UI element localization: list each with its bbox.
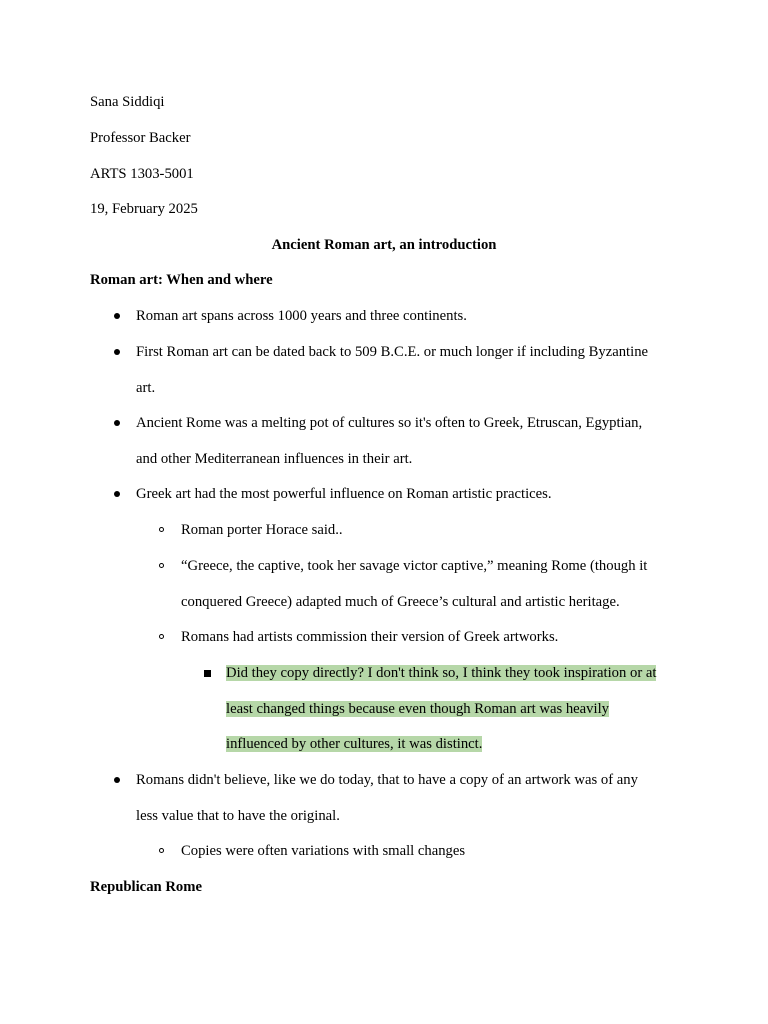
bullet-circle-icon <box>159 563 164 568</box>
list-item-continuation: and other Mediterranean influences in their art. <box>136 451 413 467</box>
bullet-disc-icon <box>114 491 120 497</box>
course-code: ARTS 1303-5001 <box>90 166 194 182</box>
bullet-disc-icon <box>114 313 120 319</box>
document-title: Ancient Roman art, an introduction <box>271 237 497 253</box>
document-date: 19, February 2025 <box>90 201 198 217</box>
sub-list-item: Romans had artists commission their version of Greek artworks. <box>181 629 559 645</box>
highlighted-note-continuation <box>226 699 609 719</box>
bullet-disc-icon <box>114 349 120 355</box>
bullet-circle-icon <box>159 848 164 853</box>
highlighted-note-continuation <box>226 734 482 754</box>
sub-list-item: Copies were often variations with small changes <box>181 843 466 859</box>
professor-name: Professor Backer <box>90 130 191 146</box>
list-item-continuation: art. <box>136 380 156 396</box>
bullet-circle-icon <box>159 527 164 532</box>
highlighted-text: influenced by other cultures, it was distinct. <box>226 736 483 752</box>
bullet-disc-icon <box>114 420 120 426</box>
highlighted-note <box>226 663 656 683</box>
list-item: Greek art had the most powerful influence on Roman artistic practices. <box>136 486 552 502</box>
list-item: Romans didn't believe, like we do today, that to have a copy of an artwork was of any <box>136 772 638 788</box>
section-heading: Roman art: When and where <box>90 272 273 288</box>
section-heading: Republican Rome <box>90 879 202 895</box>
highlighted-text: Did they copy directly? I don't think so, I think they took inspiration or at <box>226 665 657 681</box>
list-item: Roman art spans across 1000 years and three continents. <box>136 308 467 324</box>
sub-list-item: “Greece, the captive, took her savage victor captive,” meaning Rome (though it <box>181 558 648 574</box>
sub-list-item: Roman porter Horace said.. <box>181 522 343 538</box>
bullet-square-icon <box>204 670 211 677</box>
bullet-circle-icon <box>159 634 164 639</box>
list-item-continuation: less value that to have the original. <box>136 808 340 824</box>
student-name: Sana Siddiqi <box>90 94 165 110</box>
highlighted-text: least changed things because even though Roman art was heavily <box>226 701 609 717</box>
list-item: Ancient Rome was a melting pot of cultures so it's often to Greek, Etruscan, Egyptian, <box>136 415 643 431</box>
bullet-disc-icon <box>114 777 120 783</box>
sub-list-item-continuation: conquered Greece) adapted much of Greece’s cultural and artistic heritage. <box>181 594 620 610</box>
list-item: First Roman art can be dated back to 509 B.C.E. or much longer if including Byzantine <box>136 344 649 360</box>
